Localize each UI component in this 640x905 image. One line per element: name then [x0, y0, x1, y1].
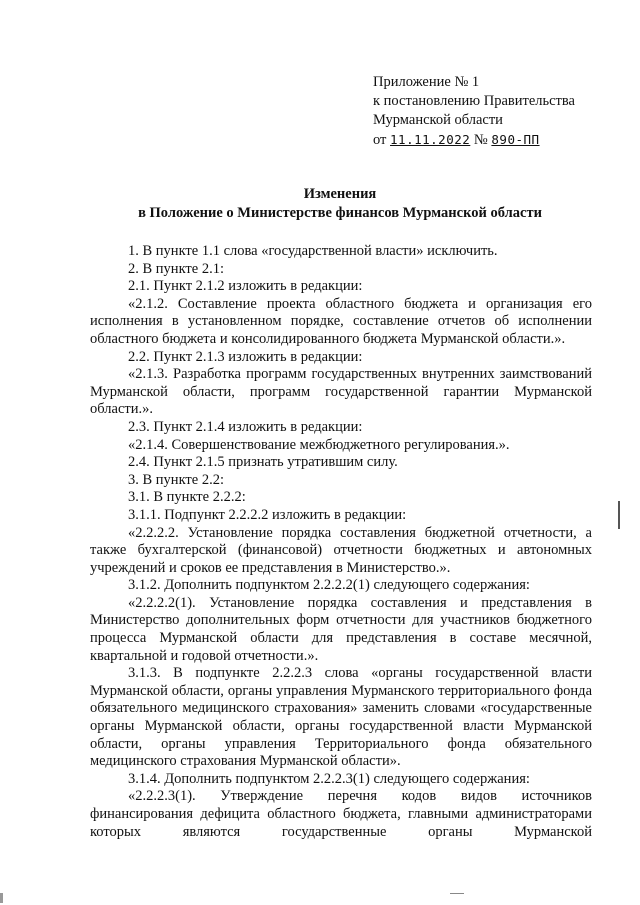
annex-header [373, 73, 623, 150]
scan-artifact [450, 893, 464, 894]
document-body [90, 243, 592, 841]
paragraph: «2.1.3. Разработка программ государственных внутренних заимствований Мурманской области, программ государственной гарантии Мурманской области.». [90, 366, 592, 418]
annex-region: Мурманской области [373, 112, 503, 128]
number-prefix: № [473, 132, 488, 148]
paragraph: 2.4. Пункт 2.1.5 признать утратившим силу. [128, 454, 398, 471]
title-line-1: Изменения [303, 186, 377, 202]
paragraph: 2.3. Пункт 2.1.4 изложить в редакции: [128, 418, 363, 435]
paragraph: «2.2.2.2(1). Установление порядка составления и представления в Министерство дополнительных форм отчетности для участников бюджетного процесса Мурманской области для представления в составе месячной, квартальной и годовой отчетности.». [90, 594, 592, 664]
paragraph: 3.1.1. Подпункт 2.2.2.2 изложить в редакции: [128, 506, 407, 523]
paragraph: 2.2. Пункт 2.1.3 изложить в редакции: [128, 348, 363, 365]
date-prefix: от [373, 132, 387, 148]
paragraph: 1. В пункте 1.1 слова «государственной власти» исключить. [128, 243, 498, 259]
document-date: 11.11.2022 [390, 132, 471, 147]
paragraph: 2. В пункте 2.1: [128, 260, 224, 277]
paragraph: «2.2.2.3(1). Утверждение перечня кодов видов источников финансирования дефицита областного бюджета, главными администраторами которых являются государственные органы Мурманской [90, 788, 592, 840]
annex-date-line [373, 130, 623, 150]
paragraph: 3.1.4. Дополнить подпунктом 2.2.2.3(1) следующего содержания: [128, 770, 530, 787]
title-line-2: в Положение о Министерстве финансов Мурманской области [138, 205, 542, 221]
paragraph: 3. В пункте 2.2: [128, 471, 224, 488]
scan-artifact [0, 893, 3, 903]
document-title [85, 185, 595, 223]
paragraph: 3.1. В пункте 2.2.2: [128, 489, 246, 506]
paragraph: 2.1. Пункт 2.1.2 изложить в редакции: [128, 278, 363, 295]
paragraph: 3.1.2. Дополнить подпунктом 2.2.2.2(1) следующего содержания: [128, 577, 530, 594]
paragraph: «2.1.2. Составление проекта областного бюджета и организация его исполнения в установленном порядке, составление отчетов об исполнении областного бюджета и консолидированного бюджета Мурманской области.». [90, 295, 592, 347]
paragraph: 3.1.3. В подпункте 2.2.2.3 слова «органы государственной власти Мурманской области, органы управления Мурманского территориального фонда обязательного медицинского страхования» заменить словами «государственные органы Мурманской области, органы государственной власти Мурманской области, органы управления Территориального фонда обязательного медицинского страхования Мурманской области». [90, 665, 592, 770]
annex-reference: к постановлению Правительства [373, 93, 575, 109]
paragraph: «2.1.4. Совершенствование межбюджетного регулирования.». [128, 436, 510, 453]
paragraph: «2.2.2.2. Установление порядка составления бюджетной отчетности, а также бухгалтерской (финансовой) отчетности бюджетных и автономных учреждений и сроков ее представления в Министерство.». [90, 524, 592, 576]
annex-number: Приложение № 1 [373, 74, 480, 90]
scan-artifact [618, 501, 620, 529]
document-number: 890-ПП [491, 132, 540, 147]
